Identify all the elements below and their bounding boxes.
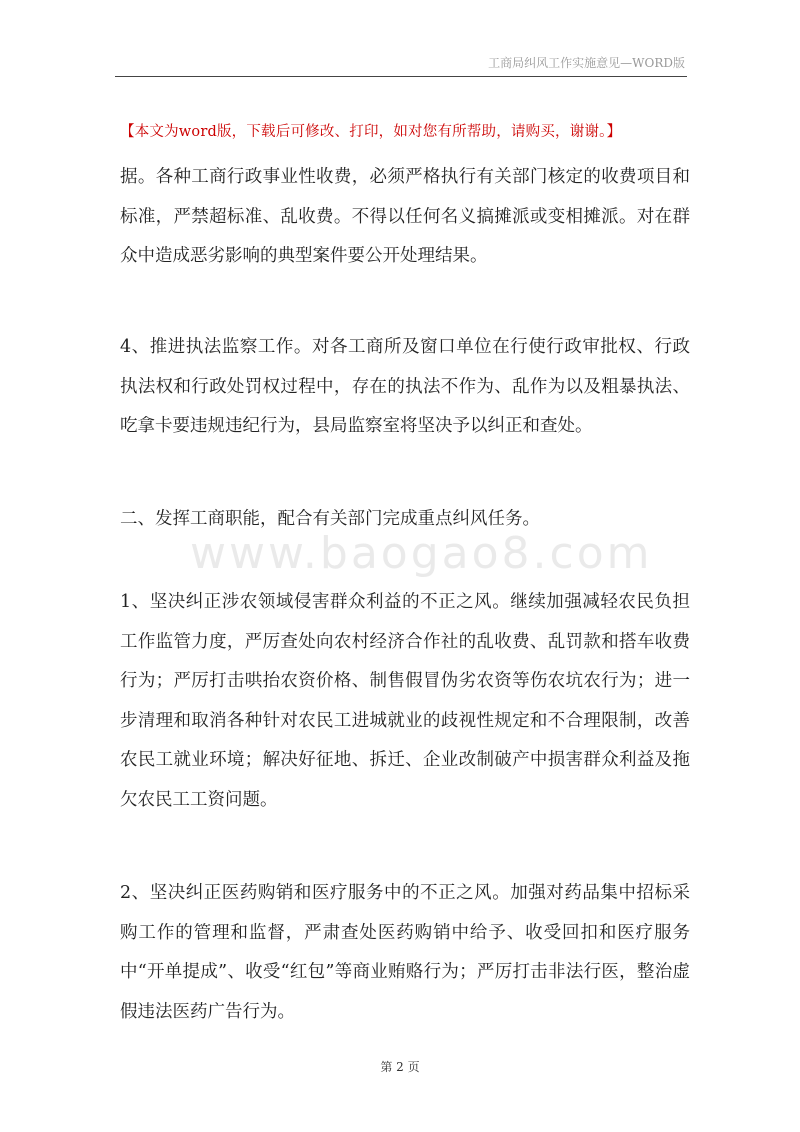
paragraph-item-1: 1、坚决纠正涉农领域侵害群众利益的不正之风。继续加强减轻农民负担工作监管力度，严厉查处向农村经济合作社的乱收费、乱罚款和搭车收费行为；严厉打击哄抬农资价格、制售假冒伪劣农资等伤农坑农行为；进一步清理和取消各种针对农民工进城就业的歧视性规定和不合理限制，改善农民工就业环境；解决好征地、拆迁、企业改制破产中损害群众利益及拖欠农民工工资问题。 xyxy=(120,592,690,810)
paragraph-item-2: 2、坚决纠正医药购销和医疗服务中的不正之风。加强对药品集中招标采购工作的管理和监督，严肃查处医药购销中给予、收受回扣和医疗服务中“开单提成”、收受“红包”等商业贿赂行为；严厉打击非法行医，整治虚假违法医药广告行为。 xyxy=(120,883,690,1022)
page-number: 第 2 页 xyxy=(380,1060,420,1074)
paragraph-item-4: 4、推进执法监察工作。对各工商所及窗口单位在行使行政审批权、行政执法权和行政处罚权过程中，存在的执法不作为、乱作为以及粗暴执法、吃拿卡要违规违纪行为，县局监察室将坚决予以纠正和查处。 xyxy=(120,337,690,436)
section-heading-2: 二、发挥工商职能，配合有关部门完成重点纠风任务。 xyxy=(120,509,540,529)
running-header: 工商局纠风工作实施意见—WORD版 xyxy=(488,56,685,70)
header-divider xyxy=(115,76,687,77)
download-notice: 【本文为word版，下载后可修改、打印，如对您有所帮助，请购买，谢谢。】 xyxy=(120,124,622,140)
paragraph-continuation: 据。各种工商行政事业性收费，必须严格执行有关部门核定的收费项目和标准，严禁超标准、乱收费。不得以任何名义搞摊派或变相摊派。对在群众中造成恶劣影响的典型案件要公开处理结果。 xyxy=(120,167,690,266)
watermark: www.baogao8.com xyxy=(190,528,653,579)
